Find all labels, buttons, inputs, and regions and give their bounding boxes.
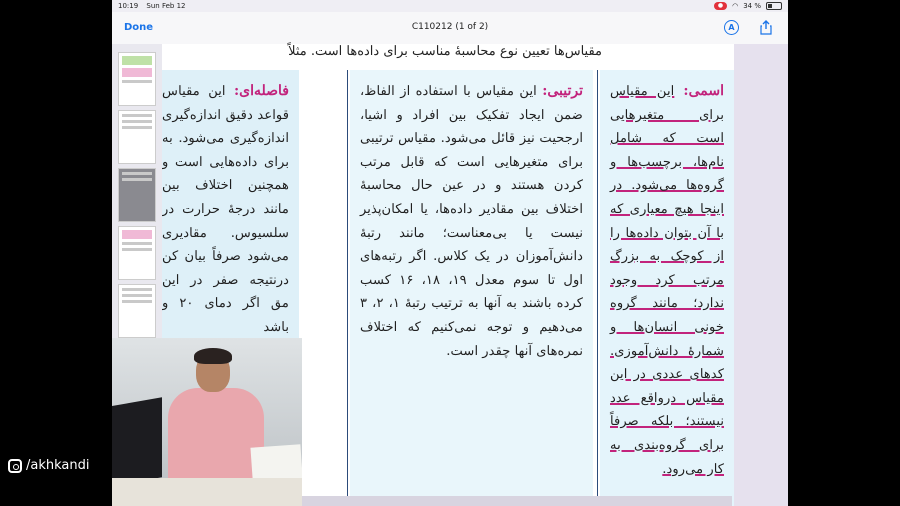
column-nominal	[600, 70, 734, 506]
thumbnail-page[interactable]	[118, 168, 156, 222]
laptop	[112, 397, 162, 487]
thumbnail-page[interactable]	[118, 226, 156, 280]
thumbnail-page[interactable]	[118, 284, 156, 338]
record-icon[interactable]: ●	[714, 2, 727, 10]
markup-icon[interactable]: A	[724, 20, 739, 35]
status-left	[118, 2, 192, 10]
nav-bar	[112, 12, 788, 45]
wifi-icon: ◠	[732, 2, 739, 10]
heading-interval: فاصله‌ای:	[233, 83, 289, 99]
status-bar	[112, 0, 788, 12]
thumbnail-page[interactable]	[118, 110, 156, 164]
status-battery-text: 34 %	[743, 2, 761, 10]
battery-icon	[766, 2, 782, 10]
heading-ordinal: ترتیبی:	[542, 83, 583, 99]
heading-nominal: اسمی:	[683, 83, 724, 99]
watermark-text: /akhkandi	[26, 458, 90, 473]
column-divider	[597, 70, 598, 506]
text-ordinal: این مقیاس با استفاده از الفاظ، ضمن ایجاد تفکیک بین افراد و اشیا، ارجحیت نیز قائل می‌شود. مقیاس ترتیبی برای متغیرهایی است که قابل مرتب کردن هستند و در عین حال محاسبهٔ اختلاف بین مقادیر داده‌ها، یا امکان‌پذیر نیست یا بی‌معناست؛ مانند رتبهٔ دانش‌آموزان در یک کلاس. اگر رتبه‌های اول تا سوم معدل ۱۹، ۱۸، ۱۶ کسب کرده باشند به آنها به ترتیب رتبهٔ ۱، ۲، ۳ می‌دهیم و توجه نمی‌کنیم که اختلاف نمره‌های آنها چقدر است.	[360, 84, 584, 359]
document-title: C110212 (1 of 2)	[411, 22, 489, 32]
status-right	[714, 2, 782, 10]
right-margin	[734, 44, 788, 506]
share-icon[interactable]	[758, 19, 774, 35]
text-nominal: این مقیاس برای متغیرهایی است که شامل نام‌ها، برچسب‌ها و گروه‌ها می‌شود. در اینجا هیچ معیاری که با آن بتوان داده‌ها را از کوچک به بزرگ مرتب کرد وجود ندارد؛ مانند گروه خونی انسان‌ها و شمارهٔ دانش‌آموزی. کدهای عددی در این مقیاس درواقع عدد نیستند؛ بلکه صرفاً برای گروه‌بندی به کار می‌رود.	[610, 84, 724, 477]
column-ordinal	[350, 70, 593, 506]
text-interval: این مقیاس قواعد دقیق اندازه‌گیری اندازه‌گیری می‌شود. به برای داده‌هایی است و همچنین اختلاف بین مانند درجهٔ حرارت در سلسیوس. مقادیری می‌شود صرفاً بیان کن درنتیجه صفر در این مق اگر دمای ۲۰ و باشد	[162, 84, 289, 335]
done-button[interactable]: Done	[124, 22, 154, 33]
channel-watermark	[8, 458, 89, 473]
status-date: Sun Feb 12	[146, 2, 186, 10]
desk	[112, 478, 302, 506]
presenter-hair	[194, 348, 232, 364]
camera-icon	[8, 459, 22, 473]
presenter-video	[112, 338, 302, 506]
column-divider	[347, 70, 348, 506]
page-top-line: مقیاس‌ها تعیین نوع محاسبهٔ مناسب برای داده‌ها است. مثلاً	[288, 44, 602, 59]
status-time: 10:19	[118, 2, 139, 10]
thumbnail-page[interactable]	[118, 52, 156, 106]
ipad-screen	[112, 0, 788, 506]
